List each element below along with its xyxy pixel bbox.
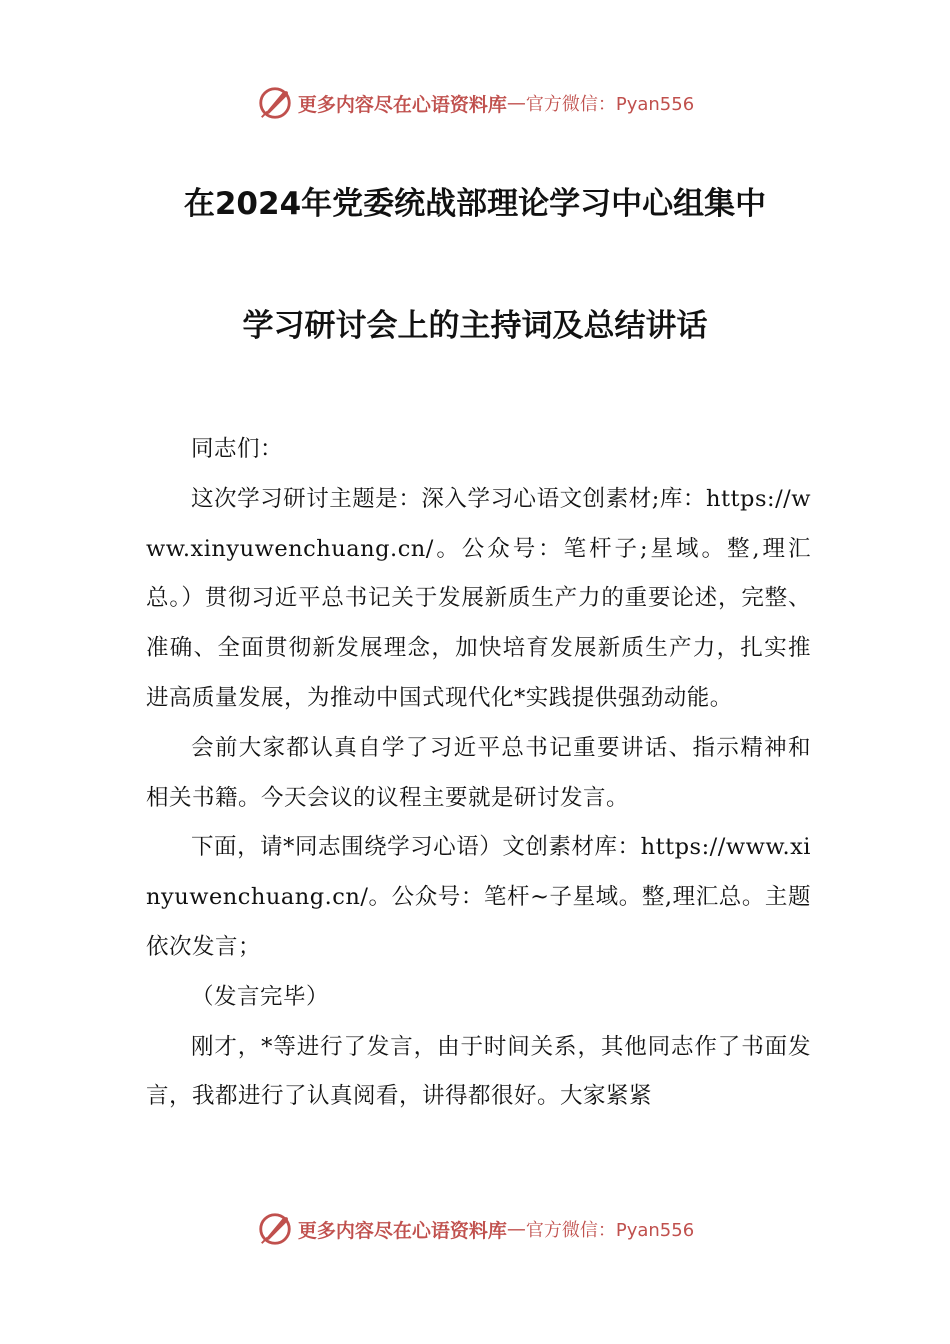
document-body (146, 425, 811, 1122)
document-title-line-2: 学习研讨会上的主持词及总结讲话 (242, 308, 708, 344)
header-contact: 官方微信：Pyan556 (525, 94, 695, 115)
header-separator: — (506, 92, 526, 114)
paragraph: 下面，请*同志围绕学习心语）文创素材库：https://www.xinyuwenchuang.cn/。公众号：笔杆~子星域。整,理汇总。主题依次发言； (146, 834, 811, 960)
footer-banner-text: 更多内容尽在心语资料库 (297, 1219, 507, 1242)
quill-logo-icon (256, 84, 294, 122)
paragraph: 刚才，*等进行了发言，由于时间关系，其他同志作了书面发言，我都进行了认真阅看，讲得都很好。大家紧紧 (146, 1033, 811, 1110)
footer-separator: — (506, 1218, 526, 1240)
document-title-line-1: 在2024年党委统战部理论学习中心组集中 (183, 186, 767, 222)
header-banner-text: 更多内容尽在心语资料库 (297, 93, 507, 116)
footer-contact: 官方微信：Pyan556 (525, 1220, 695, 1241)
paragraph: 会前大家都认真自学了习近平总书记重要讲话、指示精神和相关书籍。今天会议的议程主要就是研讨发言。 (146, 734, 811, 811)
footer-banner (0, 1209, 950, 1249)
quill-logo-icon (256, 1210, 294, 1248)
paragraph: 这次学习研讨主题是：深入学习心语文创素材;库：https://www.xinyuwenchuang.cn/。公众号：笔杆子;星域。整,理汇总。）贯彻习近平总书记关于发展新质生产力的重要论述，完整、准确、全面贯彻新发展理念，加快培育发展新质生产力，扎实推进高质量发展，为推动中国式现代化*实践提供强劲动能。 (146, 485, 811, 711)
paragraph-salutation: 同志们： (191, 436, 284, 462)
header-banner (0, 83, 950, 123)
paragraph: （发言完毕） (191, 983, 330, 1010)
